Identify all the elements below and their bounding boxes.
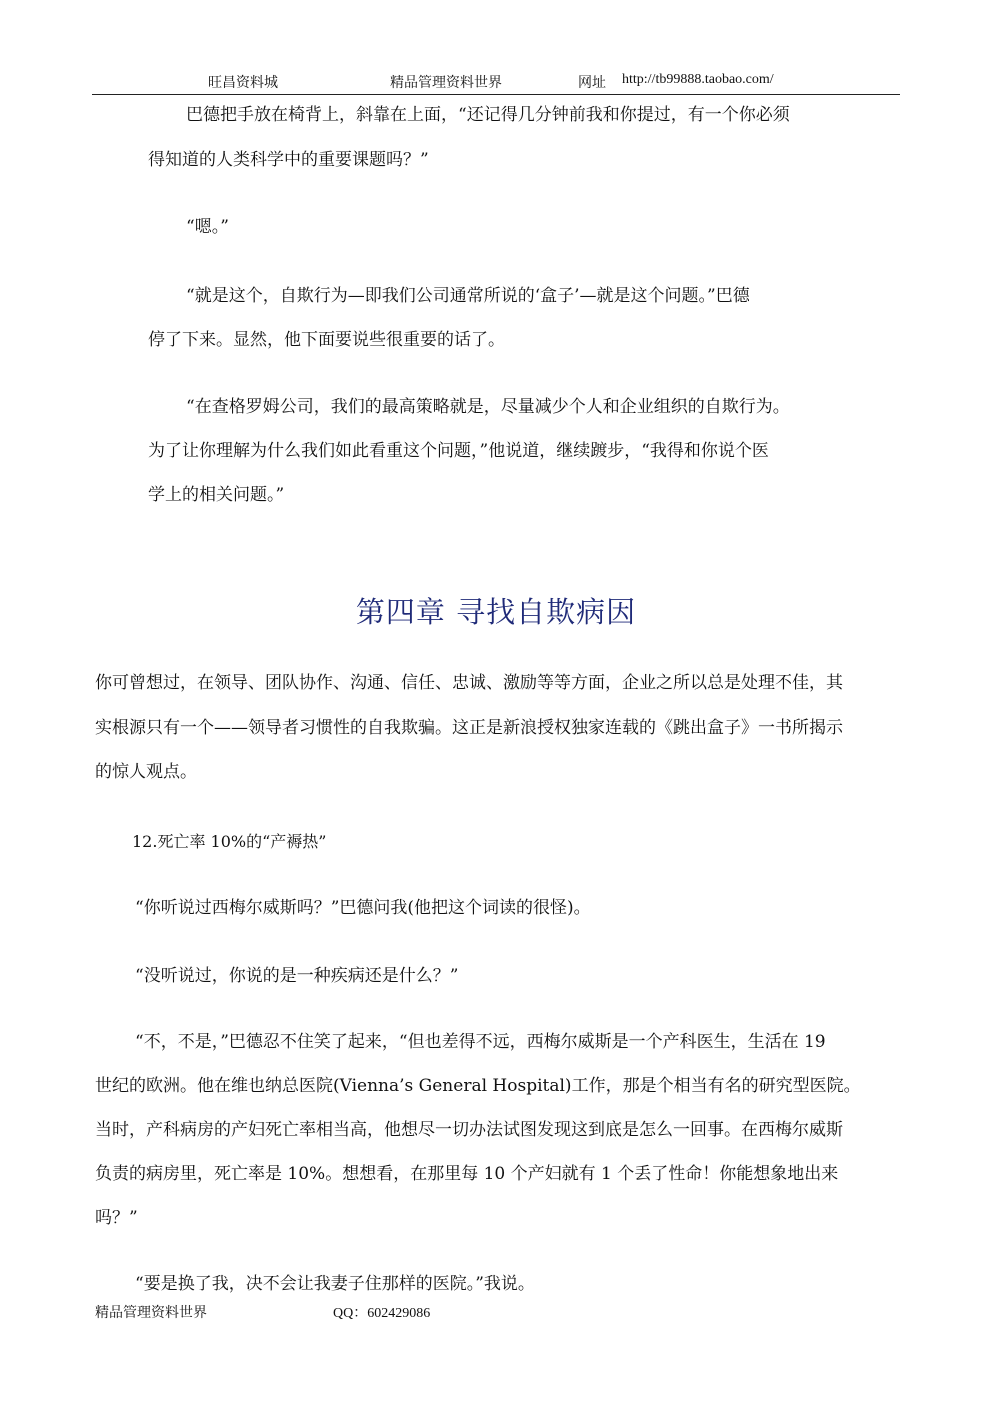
- header-url-link[interactable]: http://tb99888.taobao.com/: [622, 72, 774, 87]
- body-line: “你听说过西梅尔威斯吗？”巴德问我(他把这个词读的很怪)。: [135, 898, 591, 918]
- header-url-label: 网址: [578, 76, 606, 91]
- paragraph-line: 停了下来。显然，他下面要说些很重要的话了。: [148, 330, 505, 350]
- section-heading: 12.死亡率 10%的“产褥热”: [132, 832, 327, 851]
- paragraph-line: 巴德把手放在椅背上，斜靠在上面，“还记得几分钟前我和你提过，有一个你必须: [186, 105, 790, 125]
- body-line: “要是换了我，决不会让我妻子住那样的医院。”我说。: [135, 1274, 535, 1294]
- page-header: [92, 72, 900, 95]
- paragraph-line: 得知道的人类科学中的重要课题吗？”: [148, 150, 429, 170]
- intro-line: 的惊人观点。: [95, 762, 197, 782]
- intro-line: 你可曾想过，在领导、团队协作、沟通、信任、忠诚、激励等等方面，企业之所以总是处理不佳，其: [95, 673, 843, 693]
- body-line: 当时，产科病房的产妇死亡率相当高，他想尽一切办法试图发现这到底是怎么一回事。在西梅尔威斯: [95, 1120, 843, 1140]
- body-line: 世纪的欧洲。他在维也纳总医院(Vienna’s General Hospital)工作，那是个相当有名的研究型医院。: [95, 1076, 861, 1096]
- chapter-title: 第四章 寻找自欺病因: [355, 595, 637, 629]
- body-line: 吗？”: [95, 1208, 138, 1228]
- footer-qq: QQ：602429086: [333, 1306, 431, 1321]
- header-site-name: 精品管理资料世界: [390, 76, 502, 91]
- paragraph-line: “在查格罗姆公司，我们的最高策略就是，尽量减少个人和企业组织的自欺行为。: [186, 397, 790, 417]
- paragraph-line: “嗯。”: [186, 217, 229, 237]
- intro-line: 实根源只有一个——领导者习惯性的自我欺骗。这正是新浪授权独家连载的《跳出盒子》一书所揭示: [95, 718, 843, 738]
- body-line: “不，不是，”巴德忍不住笑了起来，“但也差得不远，西梅尔威斯是一个产科医生，生活在 19: [135, 1032, 826, 1052]
- body-line: 负责的病房里，死亡率是 10%。想想看，在那里每 10 个产妇就有 1 个丢了性命！你能想象地出来: [95, 1164, 839, 1184]
- footer-site-name: 精品管理资料世界: [95, 1306, 207, 1321]
- paragraph-line: 学上的相关问题。”: [148, 485, 285, 505]
- body-line: “没听说过，你说的是一种疾病还是什么？”: [135, 966, 459, 986]
- paragraph-line: “就是这个，自欺行为—即我们公司通常所说的‘盒子’—就是这个问题。”巴德: [186, 286, 750, 306]
- header-store-name: 旺昌资料城: [208, 76, 278, 91]
- paragraph-line: 为了让你理解为什么我们如此看重这个问题，”他说道，继续踱步，“我得和你说个医: [148, 441, 769, 461]
